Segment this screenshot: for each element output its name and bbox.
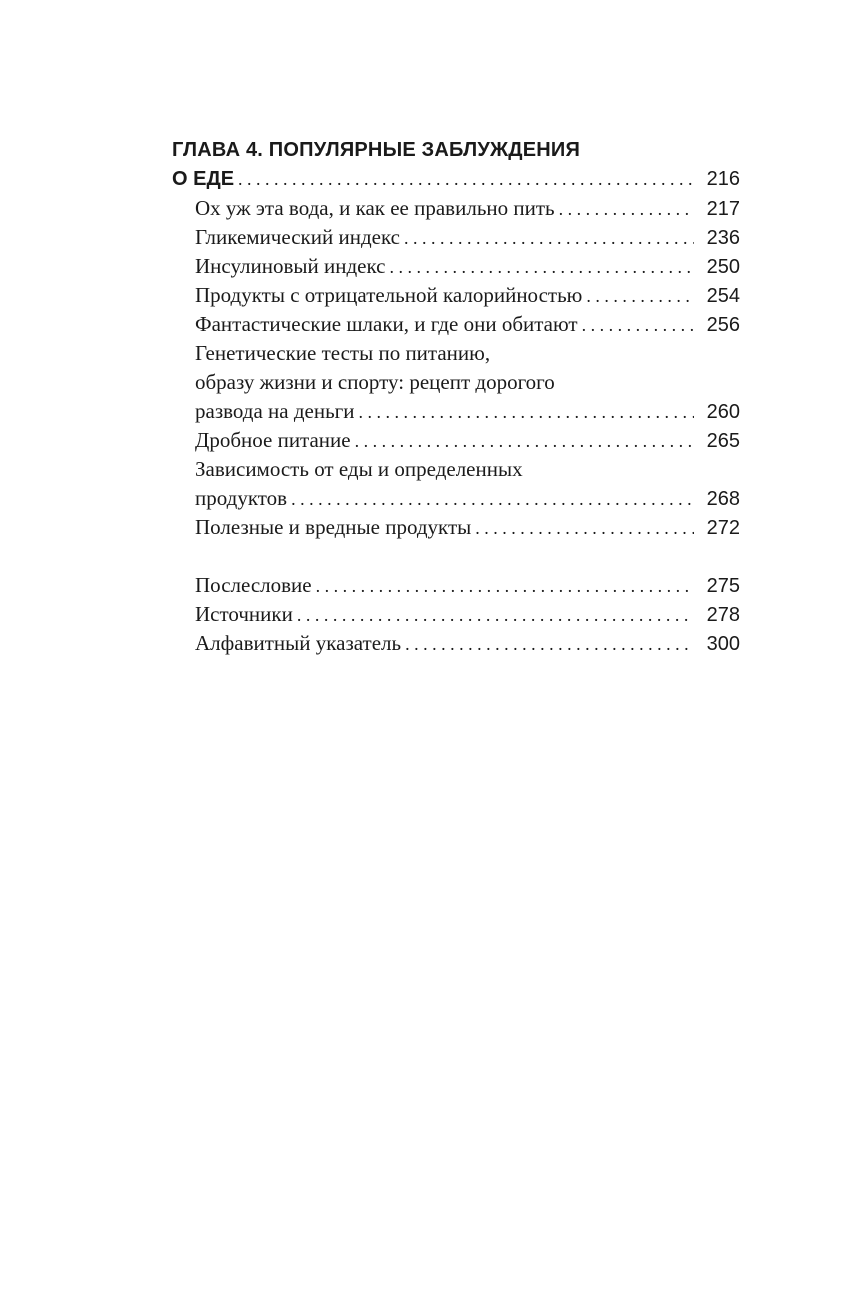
entry-title: Полезные и вредные продукты <box>195 515 472 539</box>
page-number: 268 <box>706 488 740 510</box>
entry-title: Ох уж эта вода, и как ее правильно пить <box>195 196 555 220</box>
toc-entry[interactable] <box>172 629 740 658</box>
toc-entry[interactable] <box>172 397 740 426</box>
entry-title: Послесловие <box>195 573 312 597</box>
toc-entry[interactable] <box>172 252 740 281</box>
dot-leader <box>405 630 694 659</box>
section-spacer <box>172 542 740 571</box>
page-number: 216 <box>706 168 740 190</box>
dot-leader <box>291 485 694 514</box>
dot-leader <box>404 224 694 253</box>
page-number: 236 <box>706 227 740 249</box>
entry-title-line: Зависимость от еды и определенных <box>195 457 523 481</box>
dot-leader <box>475 514 694 543</box>
dot-leader <box>297 601 694 630</box>
entry-title: Гликемический индекс <box>195 225 400 249</box>
page-number: 275 <box>706 575 740 597</box>
entry-title: Алфавитный указатель <box>195 631 402 655</box>
toc-entry[interactable] <box>172 484 740 513</box>
toc-entry[interactable] <box>172 281 740 310</box>
toc-entry[interactable] <box>172 426 740 455</box>
dot-leader <box>359 398 694 427</box>
entry-title: Продукты с отрицательной калорийностью <box>195 283 583 307</box>
page-number: 260 <box>706 401 740 423</box>
toc-entry-chapter[interactable] <box>172 165 740 194</box>
table-of-contents <box>172 136 740 658</box>
page-number: 272 <box>706 517 740 539</box>
toc-entry[interactable] <box>172 600 740 629</box>
dot-leader <box>582 311 694 340</box>
entry-title-line: Генетические тесты по питанию, <box>195 341 491 365</box>
page-number: 265 <box>706 430 740 452</box>
page-number: 256 <box>706 314 740 336</box>
dot-leader <box>316 572 694 601</box>
toc-entry[interactable] <box>172 571 740 600</box>
entry-title-line: образу жизни и спорту: рецепт дорогого <box>195 370 555 394</box>
entry-title: продуктов <box>195 486 288 510</box>
entry-title: Инсулиновый индекс <box>195 254 386 278</box>
entry-title: развода на деньги <box>195 399 355 423</box>
toc-entry[interactable] <box>172 310 740 339</box>
dot-leader <box>238 165 694 194</box>
entry-title: Фантастические шлаки, и где они обитают <box>195 312 578 336</box>
entry-title: Источники <box>195 602 293 626</box>
chapter-title-continued: О ЕДЕ <box>172 168 235 190</box>
toc-entry[interactable] <box>172 194 740 223</box>
dot-leader <box>559 195 694 224</box>
page-number: 250 <box>706 256 740 278</box>
dot-leader <box>586 282 694 311</box>
page-number: 217 <box>706 198 740 220</box>
toc-entry[interactable] <box>172 513 740 542</box>
dot-leader <box>355 427 694 456</box>
page-number: 278 <box>706 604 740 626</box>
page-number: 254 <box>706 285 740 307</box>
entry-title: Дробное питание <box>195 428 351 452</box>
page-number: 300 <box>706 633 740 655</box>
chapter-title: ГЛАВА 4. ПОПУЛЯРНЫЕ ЗАБЛУЖДЕНИЯ <box>172 139 581 161</box>
dot-leader <box>389 253 694 282</box>
toc-entry[interactable] <box>172 223 740 252</box>
